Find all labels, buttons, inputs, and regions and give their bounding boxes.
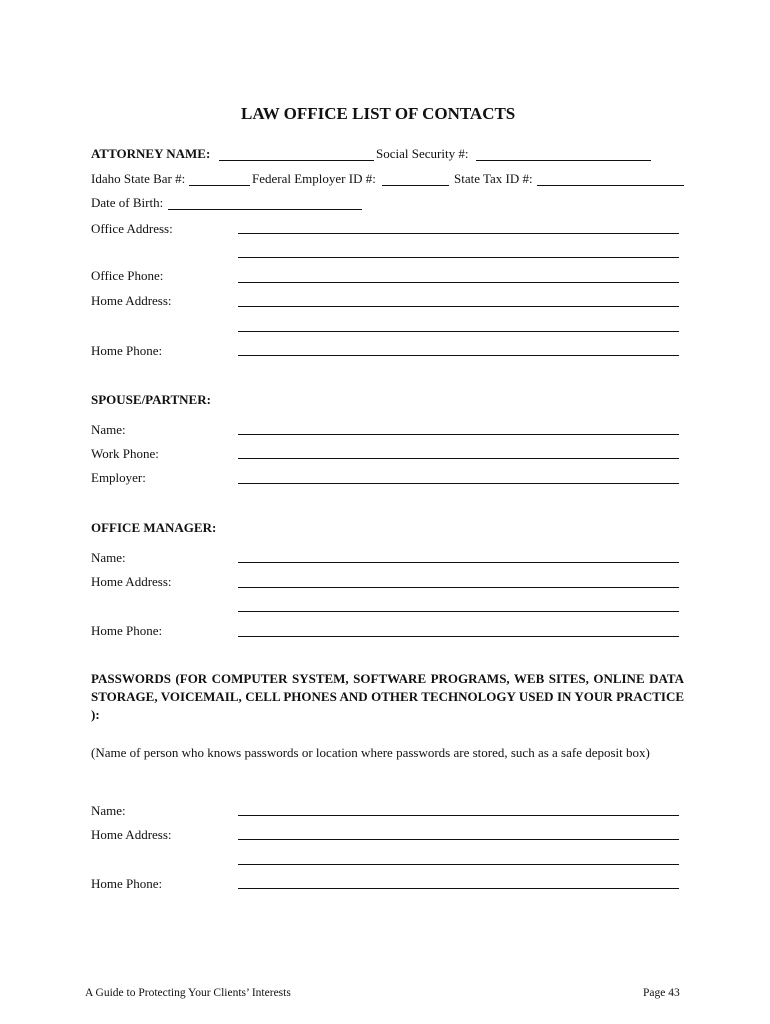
passwords-home-phone-label: Home Phone:: [91, 876, 163, 891]
social-security-field[interactable]: [476, 160, 651, 161]
spouse-work-phone-field[interactable]: [238, 458, 679, 459]
manager-home-address-field-1[interactable]: [238, 587, 679, 588]
state-tax-label: State Tax ID #:: [454, 171, 533, 186]
attorney-name-label: ATTORNEY NAME:: [91, 146, 211, 161]
spouse-work-phone-label: Work Phone:: [91, 446, 159, 461]
passwords-home-address-label: Home Address:: [91, 827, 172, 842]
passwords-note: (Name of person who knows passwords or location where passwords are stored, such as a safe deposit box): [91, 745, 650, 760]
home-phone-label: Home Phone:: [91, 343, 163, 358]
home-phone-field[interactable]: [238, 355, 679, 356]
page-title: LAW OFFICE LIST OF CONTACTS: [241, 104, 516, 123]
home-address-field-2[interactable]: [238, 331, 679, 332]
passwords-home-address-field-2[interactable]: [238, 864, 679, 865]
manager-home-address-field-2[interactable]: [238, 611, 679, 612]
passwords-name-field[interactable]: [238, 815, 679, 816]
home-address-field-1[interactable]: [238, 306, 679, 307]
office-address-label: Office Address:: [91, 221, 173, 236]
manager-home-address-label: Home Address:: [91, 574, 172, 589]
office-address-field-2[interactable]: [238, 257, 679, 258]
home-address-label: Home Address:: [91, 293, 172, 308]
passwords-home-phone-field[interactable]: [238, 888, 679, 889]
attorney-name-field[interactable]: [219, 160, 374, 161]
manager-home-phone-field[interactable]: [238, 636, 679, 637]
date-of-birth-label: Date of Birth:: [91, 195, 164, 210]
manager-name-label: Name:: [91, 550, 126, 565]
manager-home-phone-label: Home Phone:: [91, 623, 163, 638]
idaho-bar-label: Idaho State Bar #:: [91, 171, 186, 186]
footer-page-number: Page 43: [643, 987, 680, 999]
spouse-name-label: Name:: [91, 422, 126, 437]
state-tax-field[interactable]: [537, 185, 684, 186]
spouse-employer-label: Employer:: [91, 470, 146, 485]
spouse-heading: SPOUSE/PARTNER:: [91, 392, 211, 407]
social-security-label: Social Security #:: [376, 146, 469, 161]
federal-employer-field[interactable]: [382, 185, 449, 186]
passwords-name-label: Name:: [91, 803, 126, 818]
spouse-name-field[interactable]: [238, 434, 679, 435]
office-phone-label: Office Phone:: [91, 268, 164, 283]
footer-guide-title: A Guide to Protecting Your Clients’ Interests: [85, 987, 291, 999]
office-phone-field[interactable]: [238, 282, 679, 283]
manager-name-field[interactable]: [238, 562, 679, 563]
passwords-heading: PASSWORDS (FOR COMPUTER SYSTEM, SOFTWARE PROGRAMS, WEB SITES, ONLINE DATA STORAGE, VOICEMAIL, CELL PHONES AND OTHER TECHNOLOGY USED IN YOUR PRACTICE ):: [91, 671, 684, 722]
idaho-bar-field[interactable]: [189, 185, 250, 186]
office-manager-heading: OFFICE MANAGER:: [91, 520, 217, 535]
spouse-employer-field[interactable]: [238, 483, 679, 484]
office-address-field-1[interactable]: [238, 233, 679, 234]
federal-employer-label: Federal Employer ID #:: [252, 171, 376, 186]
date-of-birth-field[interactable]: [168, 209, 362, 210]
passwords-home-address-field-1[interactable]: [238, 839, 679, 840]
